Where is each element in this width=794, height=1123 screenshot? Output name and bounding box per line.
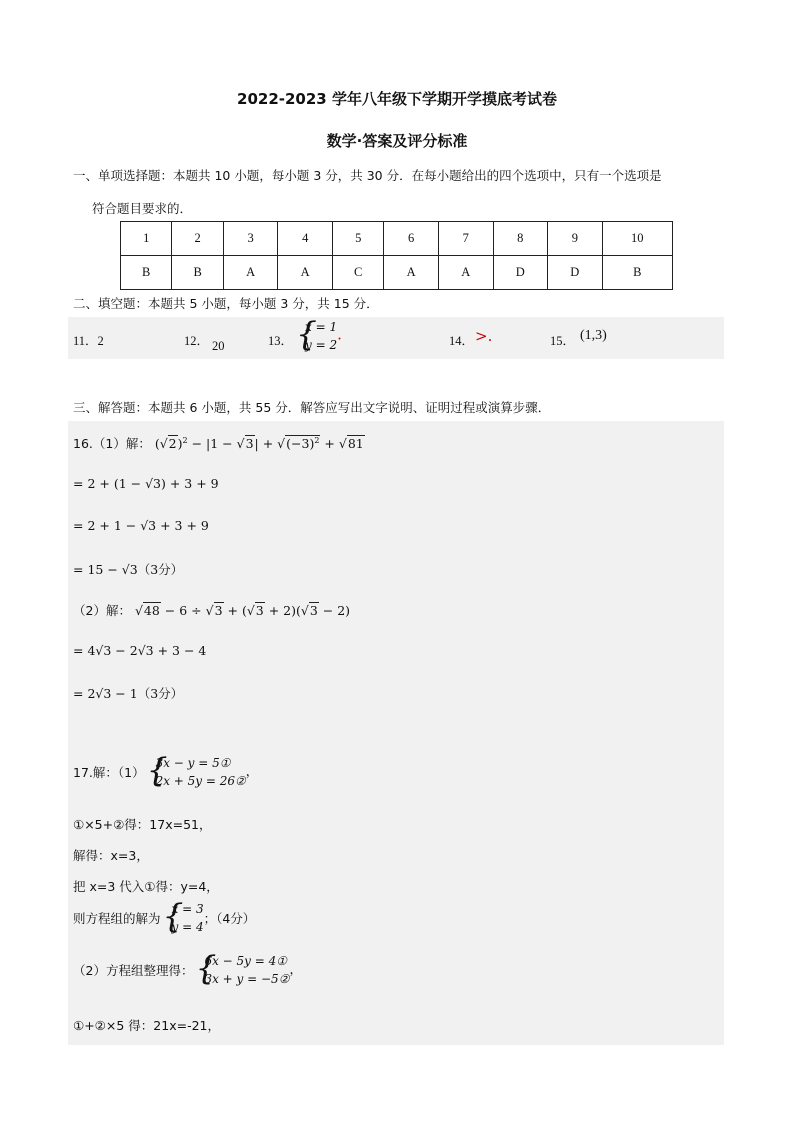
q13-period: . [337, 325, 342, 344]
q15-answer: (1,3) [580, 328, 607, 343]
table-cell: 10 [602, 222, 672, 256]
table-cell: D [493, 256, 548, 290]
q16-step2: = 2 + 1 − √3 + 3 + 9 [73, 518, 209, 533]
q17-eq2: 2x + 5y = 26② [155, 774, 246, 788]
q17-solution-score: ；（4分） [203, 911, 256, 926]
table-cell: 9 [548, 222, 603, 256]
q14-answer [475, 327, 492, 345]
table-cell: 7 [438, 222, 493, 256]
table-cell: A [438, 256, 493, 290]
q16-expression: $(√2)^2 - |1 - √3| + √(-3)^2 + √81$ [154, 435, 364, 451]
fill-in-answers-band [68, 317, 724, 359]
table-cell: A [278, 256, 333, 290]
q16-step4: = 4√3 − 2√3 + 3 − 4 [73, 643, 207, 658]
q16-part1-label: 16.（1）解： [73, 436, 151, 451]
q17-eq3: { 6x − 5y = 4① [204, 954, 288, 968]
section2-heading: 二、填空题：本题共 5 小题，每小题 3 分，共 15 分． [73, 296, 379, 311]
table-cell: 4 [278, 222, 333, 256]
q17-step2: 解得：x=3， [73, 848, 149, 863]
section1-heading: 一、单项选择题：本题共 10 小题，每小题 3 分，共 30 分．在每小题给出的四个选项中，只有一个选项是 [73, 168, 662, 183]
q12-answer: 20 [212, 339, 225, 353]
table-cell: 3 [223, 222, 278, 256]
table-cell: B [172, 256, 223, 290]
q13-label: 13． [268, 334, 294, 348]
document-title: 2022-2023 学年八年级下学期开学摸底考试卷 [237, 90, 557, 108]
table-row-answers [121, 256, 673, 290]
q16-step1: = 2 + (1 − √3) + 3 + 9 [73, 476, 219, 491]
table-cell: B [121, 256, 172, 290]
q17-step3: 把 x=3 代入①得：y=4， [73, 879, 219, 894]
q17-sol-x: { x = 3 [171, 902, 204, 916]
q17-label: 17.解：（1） [73, 765, 145, 780]
q11-answer: 11．2 [73, 334, 104, 348]
table-cell: B [602, 256, 672, 290]
q13-answer [298, 318, 342, 354]
table-cell: 2 [172, 222, 223, 256]
q17-eq1: { 3x − y = 5① [155, 756, 231, 770]
table-cell: C [332, 256, 383, 290]
table-cell: D [548, 256, 603, 290]
section1-note: 符合题目要求的． [92, 201, 193, 216]
q17-step4: ①+②×5 得：21x=-21， [73, 1018, 220, 1033]
q17-part1 [73, 754, 258, 790]
document-subtitle: 数学·答案及评分标准 [326, 132, 468, 150]
table-cell: 8 [493, 222, 548, 256]
table-cell: A [384, 256, 439, 290]
q17-part2 [73, 952, 302, 988]
q13-eq1: { x = 1 [305, 320, 338, 334]
q16-part2 [73, 601, 350, 619]
q12-label: 12． [184, 334, 210, 348]
q17-solution-label: 则方程组的解为 [73, 911, 161, 926]
q17-solution [73, 900, 255, 936]
q16-part1 [73, 434, 365, 452]
q16-step5: = 2√3 − 1（3分） [73, 686, 184, 701]
q17-step1: ①×5+②得：17x=51， [73, 817, 212, 832]
q14-period: . [487, 327, 493, 345]
q17-part2-label: （2）方程组整理得： [73, 963, 194, 978]
section3-heading: 三、解答题：本题共 6 小题，共 55 分．解答应写出文字说明、证明过程或演算步骤． [73, 400, 551, 415]
q16-step3: = 15 − √3（3分） [73, 562, 184, 577]
q16-expression-2: √48 − 6 ÷ √3 + (√3 + 2)(√3 − 2) [134, 603, 351, 618]
answer-table [120, 221, 673, 290]
q14-label: 14． [449, 334, 475, 348]
q14-symbol: > [475, 327, 488, 345]
q13-eq2: y = 2 [305, 338, 338, 352]
table-cell: 5 [332, 222, 383, 256]
q16-part2-label: （2）解： [73, 603, 131, 618]
table-row-numbers [121, 222, 673, 256]
q15-label: 15． [550, 334, 576, 348]
table-cell: 6 [384, 222, 439, 256]
q17-sol-y: y = 4 [171, 920, 204, 934]
table-cell: A [223, 256, 278, 290]
q17-eq4: 3x + y = −5② [204, 972, 290, 986]
q17-comma-2: ， [289, 961, 302, 977]
q17-comma: ， [245, 763, 259, 779]
table-cell: 1 [121, 222, 172, 256]
